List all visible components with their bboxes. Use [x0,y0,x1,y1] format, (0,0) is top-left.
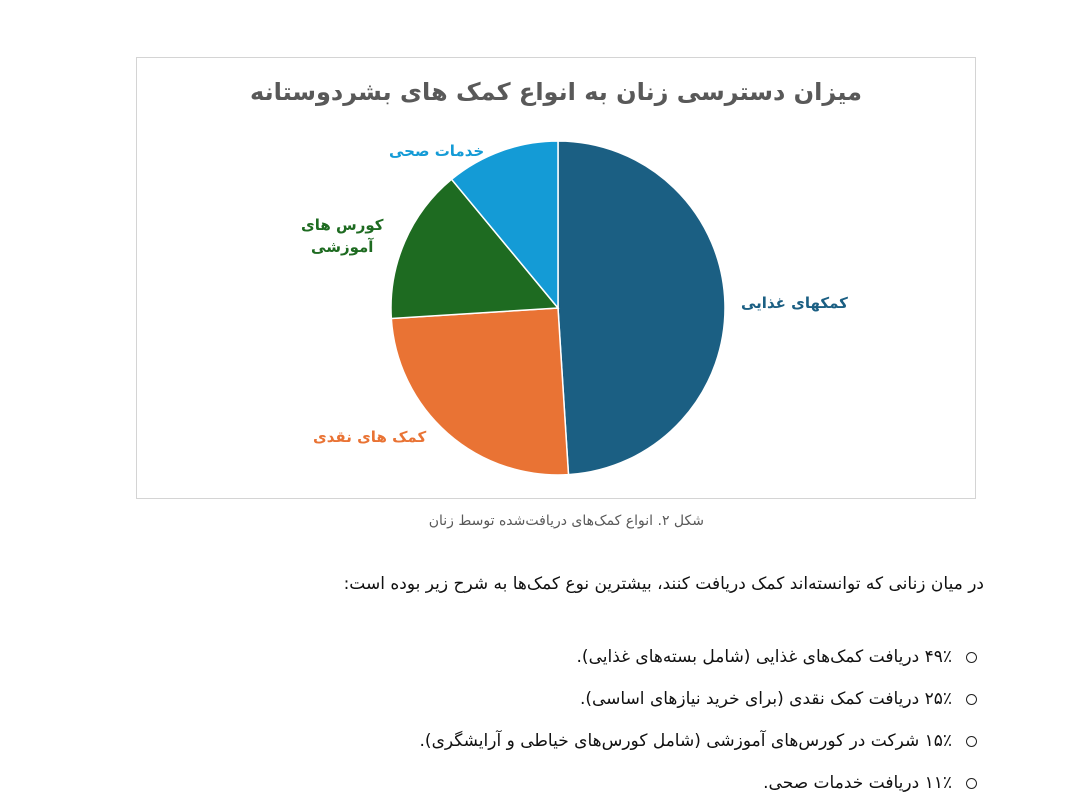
figure-caption: شکل ۲. انواع کمک‌های دریافت‌شده توسط زنان [428,513,704,529]
list-item-text: ۴۹٪ دریافت کمک‌های غذایی (شامل بسته‌های غذایی). [576,647,952,667]
circle-bullet-icon [966,736,977,747]
circle-bullet-icon [966,778,977,789]
list-item-text: ۱۵٪ شرکت در کورس‌های آموزشی (شامل کورس‌های خیاطی و آرایشگری). [419,731,952,751]
list-item [257,636,977,678]
bullet-list [257,636,977,804]
pie-slice-0 [558,141,725,475]
list-item-text: ۱۱٪ دریافت خدمات صحی. [763,773,952,793]
intro-paragraph: در میان زنانی که توانسته‌اند کمک دریافت کنند، بیشترین نوع کمک‌ها به شرح زیر بوده است: [343,574,984,594]
circle-bullet-icon [966,694,977,705]
slice-label-food: کمکهای غذایی [741,294,848,312]
list-item [257,762,977,804]
list-item [257,678,977,720]
slice-label-courses-line1: کورس های [301,216,384,234]
slice-label-courses [301,214,383,258]
circle-bullet-icon [966,652,977,663]
list-item-text: ۲۵٪ دریافت کمک نقدی (برای خرید نیازهای اساسی). [579,689,952,709]
pie-chart [137,58,975,498]
chart-frame [136,57,976,499]
pie-slice-1 [391,308,568,475]
list-item [257,720,977,762]
chart-title: میزان دسترسی زنان به انواع کمک های بشردوستانه [250,78,862,106]
slice-label-courses-line2: آموزشی [311,238,374,256]
slice-label-health: خدمات صحی [389,142,485,160]
slice-label-cash: کمک های نقدی [313,428,427,446]
